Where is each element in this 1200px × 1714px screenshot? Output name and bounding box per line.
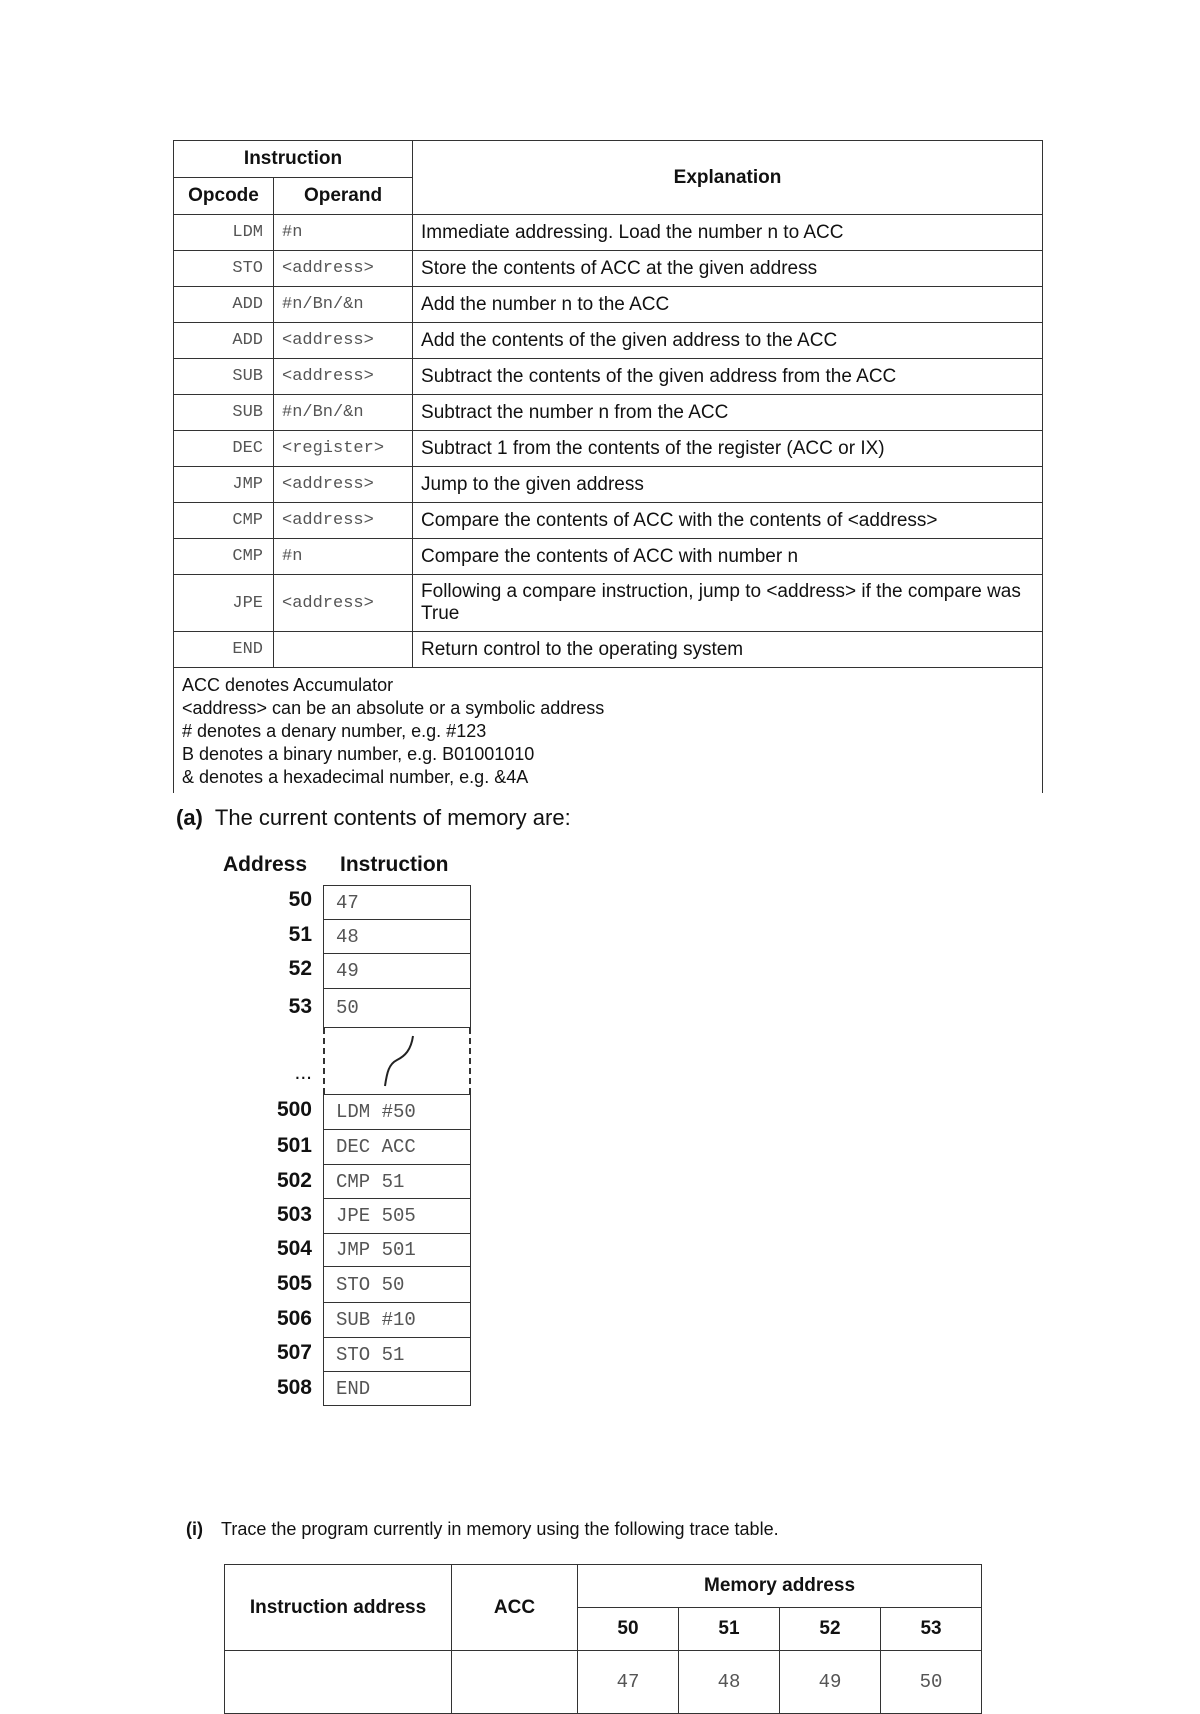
table-row bbox=[174, 539, 1043, 575]
table-row bbox=[174, 467, 1043, 503]
operand-cell: <address> bbox=[274, 359, 413, 395]
table-row bbox=[174, 503, 1043, 539]
memory-cell: LDM #50 bbox=[323, 1094, 471, 1130]
opcode-cell: SUB bbox=[174, 395, 274, 431]
opcode-cell: JMP bbox=[174, 467, 274, 503]
table-row bbox=[174, 359, 1043, 395]
trace-table bbox=[224, 1564, 982, 1714]
note-line: B denotes a binary number, e.g. B01001010 bbox=[182, 744, 535, 764]
explanation-cell: Immediate addressing. Load the number n to ACC bbox=[413, 215, 1043, 251]
memory-cell: 47 bbox=[323, 885, 471, 920]
memory-address-group-header: Memory address bbox=[578, 1565, 982, 1608]
note-line: ACC denotes Accumulator bbox=[182, 675, 394, 695]
memory-instruction-header: Instruction bbox=[340, 853, 449, 876]
memory-cell: 49 bbox=[323, 954, 471, 989]
explanation-cell: Return control to the operating system bbox=[413, 632, 1043, 668]
memory-break bbox=[323, 1028, 471, 1094]
operand-header: Operand bbox=[274, 178, 413, 215]
memory-column-header: 53 bbox=[881, 1608, 982, 1651]
opcode-cell: ADD bbox=[174, 323, 274, 359]
memory-column-header: 50 bbox=[578, 1608, 679, 1651]
explanation-cell: Add the contents of the given address to the ACC bbox=[413, 323, 1043, 359]
acc-cell[interactable] bbox=[452, 1651, 578, 1714]
opcode-cell: END bbox=[174, 632, 274, 668]
instruction-address-cell[interactable] bbox=[225, 1651, 452, 1714]
memory-address: 505 bbox=[276, 1272, 312, 1295]
table-row bbox=[174, 632, 1043, 668]
operand-cell: <address> bbox=[274, 575, 413, 632]
memory-address: 51 bbox=[288, 923, 312, 946]
memory-address: 500 bbox=[276, 1098, 312, 1121]
opcode-cell: DEC bbox=[174, 431, 274, 467]
part-a-heading bbox=[176, 805, 571, 831]
table-row bbox=[174, 323, 1043, 359]
operand-cell bbox=[274, 632, 413, 668]
opcode-header: Opcode bbox=[174, 178, 274, 215]
explanation-cell: Subtract the number n from the ACC bbox=[413, 395, 1043, 431]
explanation-cell: Add the number n to the ACC bbox=[413, 287, 1043, 323]
instruction-address-header: Instruction address bbox=[225, 1565, 452, 1651]
table-row bbox=[174, 575, 1043, 632]
memory-value-cell[interactable]: 48 bbox=[679, 1651, 780, 1714]
table-row bbox=[174, 395, 1043, 431]
memory-cell: END bbox=[323, 1372, 471, 1406]
operand-cell: <address> bbox=[274, 251, 413, 287]
memory-column-header: 51 bbox=[679, 1608, 780, 1651]
explanation-cell: Subtract the contents of the given address from the ACC bbox=[413, 359, 1043, 395]
memory-cell: 50 bbox=[323, 989, 471, 1028]
memory-ellipsis: ... bbox=[294, 1061, 312, 1084]
memory-cell: 48 bbox=[323, 920, 471, 954]
operand-cell: <address> bbox=[274, 503, 413, 539]
memory-cell: SUB #10 bbox=[323, 1303, 471, 1338]
part-i-text: Trace the program currently in memory using the following trace table. bbox=[221, 1519, 779, 1539]
explanation-cell: Jump to the given address bbox=[413, 467, 1043, 503]
acc-header: ACC bbox=[452, 1565, 578, 1651]
explanation-cell: Following a compare instruction, jump to <address> if the compare was True bbox=[413, 575, 1043, 632]
memory-address: 50 bbox=[288, 888, 312, 911]
part-a-text: The current contents of memory are: bbox=[214, 805, 571, 830]
opcode-cell: CMP bbox=[174, 539, 274, 575]
memory-value-cell[interactable]: 47 bbox=[578, 1651, 679, 1714]
notes-row bbox=[174, 668, 1043, 794]
note-line: & denotes a hexadecimal number, e.g. &4A bbox=[182, 767, 529, 787]
memory-cell: JMP 501 bbox=[323, 1234, 471, 1267]
operand-cell: #n bbox=[274, 539, 413, 575]
table-row bbox=[174, 215, 1043, 251]
note-line: # denotes a denary number, e.g. #123 bbox=[182, 721, 487, 741]
memory-address: 53 bbox=[288, 995, 312, 1018]
explanation-cell: Compare the contents of ACC with the contents of <address> bbox=[413, 503, 1043, 539]
memory-cell: DEC ACC bbox=[323, 1130, 471, 1165]
memory-address: 506 bbox=[276, 1307, 312, 1330]
part-i-heading bbox=[186, 1519, 779, 1540]
notes-cell bbox=[174, 668, 1043, 794]
table-row bbox=[174, 251, 1043, 287]
instruction-set-table bbox=[173, 140, 1043, 793]
opcode-cell: LDM bbox=[174, 215, 274, 251]
explanation-cell: Compare the contents of ACC with number n bbox=[413, 539, 1043, 575]
memory-cell: JPE 505 bbox=[323, 1199, 471, 1234]
table-row bbox=[225, 1651, 982, 1714]
explanation-header: Explanation bbox=[413, 141, 1043, 215]
operand-cell: #n/Bn/&n bbox=[274, 395, 413, 431]
memory-cell: STO 51 bbox=[323, 1338, 471, 1372]
memory-column-header: 52 bbox=[780, 1608, 881, 1651]
part-i-label: (i) bbox=[186, 1519, 203, 1539]
memory-address: 507 bbox=[276, 1341, 312, 1364]
operand-cell: <address> bbox=[274, 323, 413, 359]
table-row bbox=[174, 287, 1043, 323]
note-line: <address> can be an absolute or a symbolic address bbox=[182, 698, 605, 718]
opcode-cell: STO bbox=[174, 251, 274, 287]
instruction-header: Instruction bbox=[174, 141, 413, 178]
opcode-cell: JPE bbox=[174, 575, 274, 632]
part-a-label: (a) bbox=[176, 805, 203, 830]
explanation-cell: Store the contents of ACC at the given address bbox=[413, 251, 1043, 287]
memory-cell: CMP 51 bbox=[323, 1165, 471, 1199]
memory-cell: STO 50 bbox=[323, 1267, 471, 1303]
memory-address: 504 bbox=[276, 1237, 312, 1260]
memory-address-header: Address bbox=[223, 853, 308, 876]
memory-address: 503 bbox=[276, 1203, 312, 1226]
table-row bbox=[174, 431, 1043, 467]
opcode-cell: SUB bbox=[174, 359, 274, 395]
opcode-cell: CMP bbox=[174, 503, 274, 539]
opcode-cell: ADD bbox=[174, 287, 274, 323]
memory-address: 52 bbox=[288, 957, 312, 980]
operand-cell: #n/Bn/&n bbox=[274, 287, 413, 323]
memory-address: 502 bbox=[276, 1169, 312, 1192]
break-squiggle-icon bbox=[325, 1028, 469, 1094]
operand-cell: #n bbox=[274, 215, 413, 251]
memory-value-cell[interactable]: 49 bbox=[780, 1651, 881, 1714]
memory-value-cell[interactable]: 50 bbox=[881, 1651, 982, 1714]
operand-cell: <address> bbox=[274, 467, 413, 503]
operand-cell: <register> bbox=[274, 431, 413, 467]
explanation-cell: Subtract 1 from the contents of the register (ACC or IX) bbox=[413, 431, 1043, 467]
memory-address: 508 bbox=[276, 1376, 312, 1399]
memory-address: 501 bbox=[276, 1134, 312, 1157]
